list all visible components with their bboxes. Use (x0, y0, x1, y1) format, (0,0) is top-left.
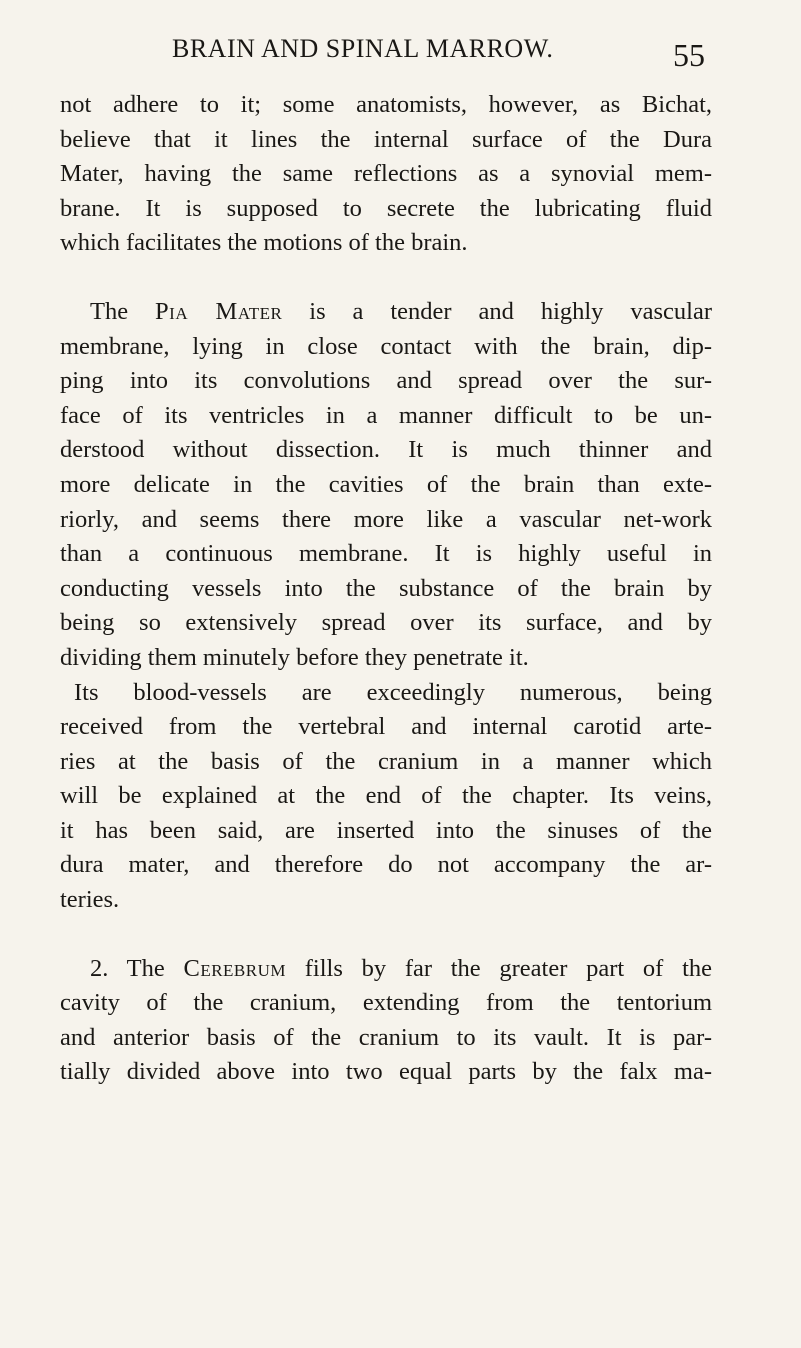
paragraph-pia-mater (60, 295, 712, 918)
text-line: which facilitates the motions of the brain. (60, 229, 468, 257)
text-line: received from the vertebral and internal carotid arte- (60, 713, 712, 741)
lead-word: 2. The (90, 954, 165, 982)
text-line (60, 952, 712, 987)
term-cerebrum: Cerebrum (183, 954, 287, 982)
text-line: dividing them minutely before they penetrate it. (60, 643, 529, 671)
text-line: tially divided above into two equal parts by the falx ma- (60, 1058, 712, 1086)
text-line: teries. (60, 886, 120, 914)
text-line: ping into its convolutions and spread over the sur- (60, 367, 712, 395)
paragraph-dura-mater (60, 88, 712, 261)
paragraph-gap (60, 261, 712, 295)
text-line: will be explained at the end of the chapter. Its veins, (60, 782, 712, 810)
text-line: conducting vessels into the substance of the brain by (60, 574, 712, 602)
text-line: face of its ventricles in a manner difficult to be un- (60, 401, 712, 429)
text-line: more delicate in the cavities of the brain than exte- (60, 470, 712, 498)
text-line: cavity of the cranium, extending from the tentorium (60, 989, 712, 1017)
text-line: being so extensively spread over its surface, and by (60, 609, 712, 637)
term-pia-mater: Pia Mater (155, 297, 283, 325)
text-line (60, 295, 712, 330)
text-line: Its blood-vessels are exceedingly numerous, being (74, 678, 712, 706)
text-line: than a continuous membrane. It is highly useful in (60, 540, 712, 568)
paragraph-gap (60, 918, 712, 952)
text-line: not adhere to it; some anatomists, however, as Bichat, (60, 91, 712, 118)
text-line: and anterior basis of the cranium to its vault. It is par- (60, 1023, 712, 1051)
text-line: membrane, lying in close contact with the brain, dip- (60, 332, 712, 360)
line-rest: is a tender and highly vascular (309, 297, 712, 325)
running-head: BRAIN AND SPINAL MARROW. (172, 34, 554, 63)
page-number: 55 (673, 37, 705, 73)
text-line: it has been said, are inserted into the sinuses of the (60, 816, 712, 844)
text-line: riorly, and seems there more like a vascular net-work (60, 505, 712, 533)
line-rest: fills by far the greater part of the (304, 954, 712, 982)
lead-word: The (90, 297, 129, 325)
body-text (60, 88, 712, 1090)
text-line: derstood without dissection. It is much thinner and (60, 436, 712, 464)
text-line: Mater, having the same reflections as a synovial mem- (60, 160, 712, 188)
text-line: believe that it lines the internal surface of the Dura (60, 125, 712, 153)
text-line: dura mater, and therefore do not accompany the ar- (60, 851, 712, 879)
paragraph-cerebrum (60, 952, 712, 1090)
text-line: ries at the basis of the cranium in a manner which (60, 747, 712, 775)
text-line: brane. It is supposed to secrete the lubricating fluid (60, 194, 712, 222)
